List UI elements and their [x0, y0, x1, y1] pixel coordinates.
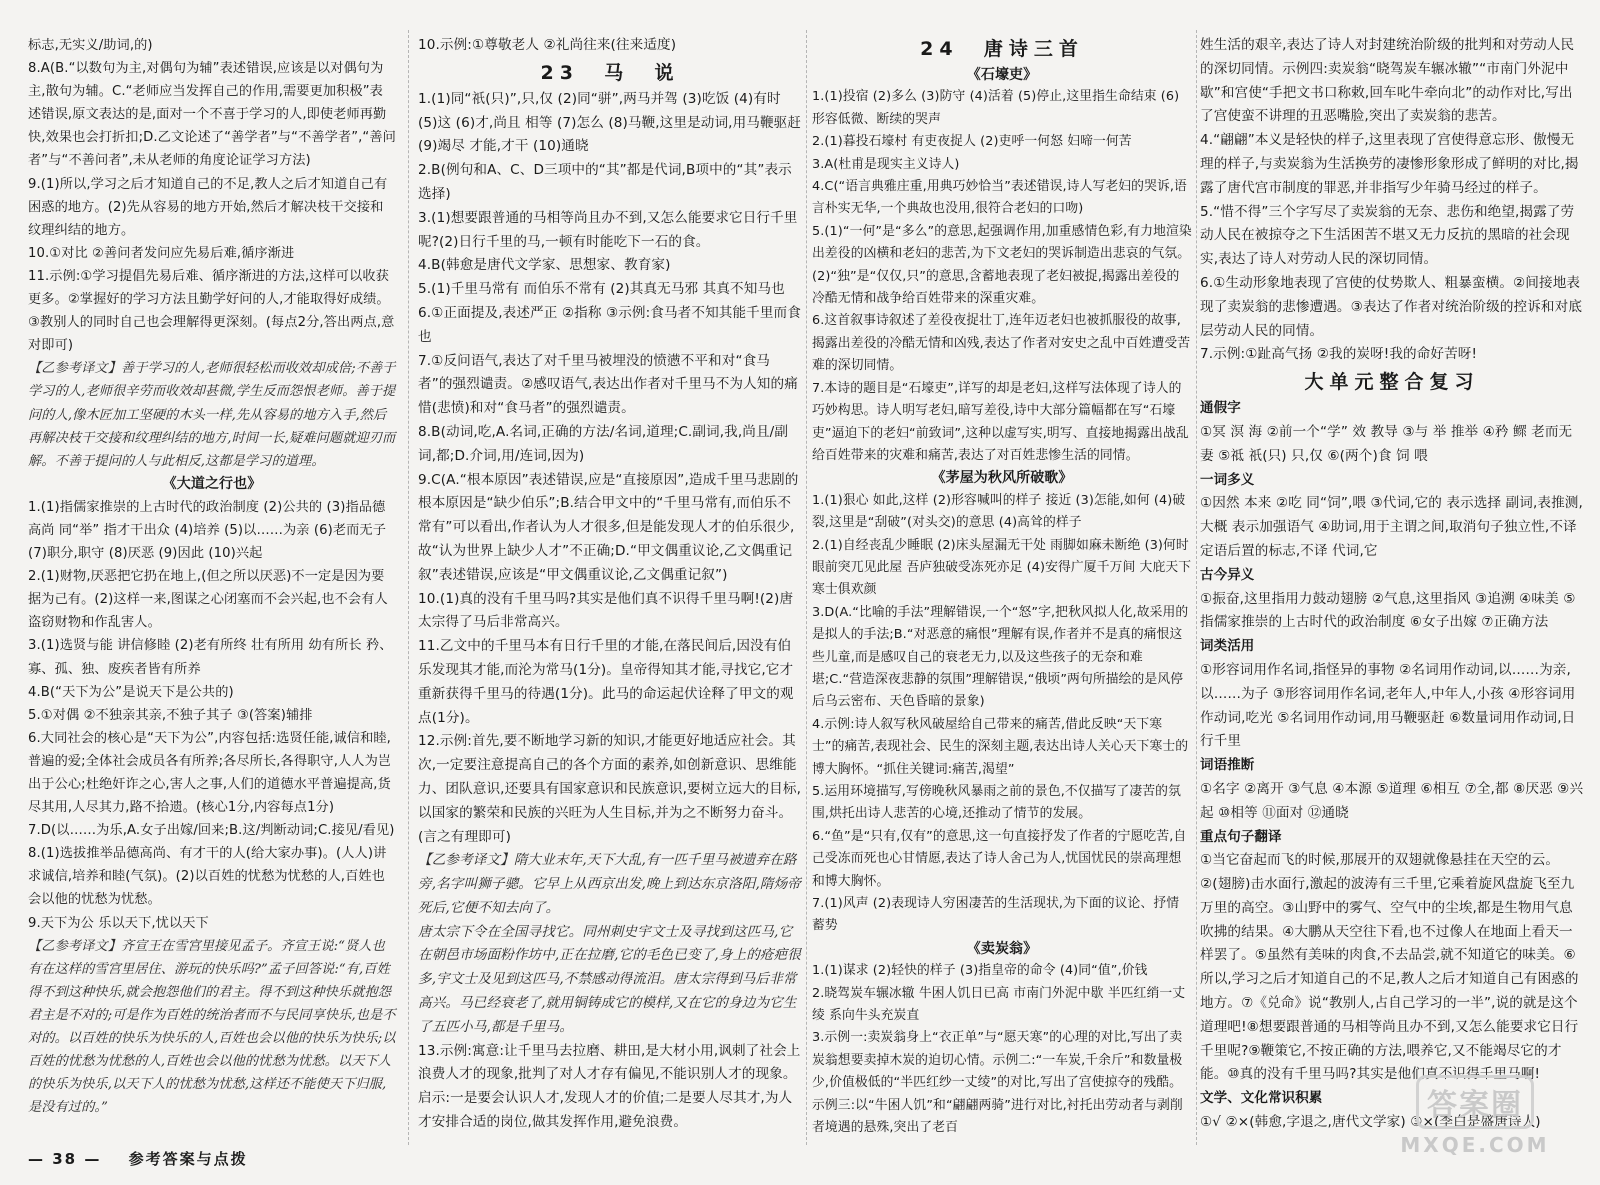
footer-label: 参考答案与点拨	[128, 1150, 248, 1168]
answer-paragraph: 12.示例:首先,要不断地学习新的知识,才能更好地适应社会。其次,一定要注意提高自己的各个方面的素养,如创新意识、思维能力、团队意识,还要具有国家意识和民族意识,要树立远大的目标,以国家的繁荣和民族的兴旺为人生目标,并为之不断努力奋斗。(言之有理即可)	[418, 733, 801, 845]
subsection-title: 《卖炭翁》	[966, 940, 1038, 957]
answer-paragraph: 9.(1)所以,学习之后才知道自己的不足,教人之后才知道自己有困惑的地方。(2)先从容易的地方开始,然后才解决枝干交接和纹理纠结的地方。	[28, 176, 388, 238]
column-1	[28, 34, 396, 1119]
answer-paragraph: 2.(1)暮投石壕村 有吏夜捉人 (2)吏呼一何怒 妇啼一何苦	[812, 134, 1132, 150]
answer-paragraph: 4.“翩翩”本义是轻快的样子,这里表现了宫使得意忘形、傲慢无理的样子,与卖炭翁为生活换劳的凄惨形象形成了鲜明的对比,揭露了唐代宫市制度的罪恶,并非指写少年骑马经过的样子。	[1200, 132, 1579, 196]
answer-paragraph: ①名字 ②离开 ③气息 ④本源 ⑤道理 ⑥相互 ⑦全,都 ⑧厌恶 ⑨兴起 ⑩相等 ⑪面对 ⑫通晓	[1200, 780, 1584, 821]
answer-paragraph: 10.(1)真的没有千里马吗?其实是他们真不识得千里马啊!(2)唐太宗得了马后非常高兴。	[418, 590, 794, 631]
answer-paragraph: 6.大同社会的核心是“天下为公”,内容包括:选贤任能,诚信和睦,普遍的爱;全体社会成员各有所养;各尽所长,各得职守,人人为岂出于公心;杜绝奸诈之心,害人之事,人们的道德水平普遍提高,货尽其用,人尽其力,路不拾遗。(核心1分,内容每点1分)	[28, 730, 392, 816]
answer-paragraph: 11.乙文中的千里马本有日行千里的才能,在落民间后,因没有伯乐发现其才能,而沦为常马(1分)。皇帝得知其才能,寻找它,它才重新获得千里马的待遇(1分)。此马的命运起伏诠释了甲文的观点(1分)。	[418, 638, 794, 726]
answer-paragraph: 【乙参考译文】隋大业末年,天下大乱,有一匹千里马被遗弃在路旁,名字叫狮子骢。它早上从西京出发,晚上到达东京洛阳,隋炀帝死后,它便不知去向了。	[418, 852, 801, 916]
answer-paragraph: 4.示例:诗人叙写秋风破屋给自己带来的痛苦,借此反映“天下寒士”的痛苦,表现社会、民生的深刻主题,表达出诗人关心天下寒士的博大胸怀。“抓住关键词:痛苦,渴望”	[812, 716, 1189, 777]
answer-paragraph: 1.(1)投宿 (2)多么 (3)防守 (4)活着 (5)停止,这里指生命结束 (6)形容低微、断续的哭声	[812, 89, 1180, 127]
column-2	[418, 34, 806, 1135]
answer-paragraph: 9.天下为公 乐以天下,忧以天下	[28, 915, 209, 931]
answer-paragraph: ①当它奋起而飞的时候,那展开的双翅就像悬挂在天空的云。②(翅膀)击水面行,激起的波涛有三千里,它乘着旋风盘旋飞至九万里的高空。③山野中的雾气、空气中的尘埃,都是生物用气息吹拂的结果。④大鹏从天空往下看,也不过像人在地面上看天一样罢了。⑤虽然有美味的肉食,不去品尝,就不知道它的味美。⑥所以,学习之后才知道自己的不足,教人之后才知道自己有困惑的地方。⑦《兑命》说“教别人,占自己学习的一半”,说的就是这个道理吧!⑧想要跟普通的马相等尚且办不到,又怎么能要求它日行千里呢?⑨鞭策它,不按正确的方法,喂养它,又不能竭尽它的才能。⑩真的没有千里马吗?其实是他们真不识得千里马啊!	[1200, 852, 1579, 1083]
column-divider	[408, 30, 409, 1145]
watermark-domain: MXQE.COM	[1400, 1133, 1550, 1157]
category-heading: 古今异义	[1200, 566, 1255, 583]
answer-paragraph: ①冥 溟 海 ②前一个“学” 效 教导 ③与 举 推举 ④矜 鳏 老而无妻 ⑤祗 祇(只) 只,仅 ⑥(两个)食 饲 喂	[1200, 423, 1573, 464]
answer-paragraph: 姓生活的艰辛,表达了诗人对封建统治阶级的批判和对劳动人民的深切同情。示例四:卖炭翁“晓驾炭车辗冰辙”“市南门外泥中歇”和宫使“手把文书口称敕,回车叱牛牵向北”的动作对比,写出了宫使蛮不讲理的丑恶嘴脸,突出了卖炭翁的悲苦。	[1200, 37, 1575, 125]
answer-paragraph: 5.(1)千里马常有 而伯乐不常有 (2)其真无马邪 其真不知马也	[418, 281, 785, 298]
answer-paragraph: 3.A(杜甫是现实主义诗人)	[812, 156, 960, 172]
page-footer	[28, 1148, 268, 1169]
answer-paragraph: 7.(1)风声 (2)表现诗人穷困凄苦的生活现状,为下面的议论、抒情蓄势	[812, 896, 1180, 934]
answer-paragraph: 7.本诗的题目是“石壕吏”,详写的却是老妇,这样写法体现了诗人的巧妙构思。诗人明写老妇,暗写差役,诗中大部分篇幅都在写“石壕吏”逼迫下的老妇“前致词”,这种以虚写实,明写、直接地揭露出战乱给百姓带来的灾难和痛苦,表达了对百姓悲惨生活的同情。	[812, 380, 1189, 463]
answer-paragraph: 4.B(“天下为公”是说天下是公共的)	[28, 684, 234, 700]
answer-paragraph: 6.①正面提及,表述严正 ②指称 ③示例:食马者不知其能千里而食也	[418, 304, 801, 345]
section-title: 24 唐诗三首	[920, 38, 1084, 60]
answer-paragraph: 1.(1)同“祇(只)”,只,仅 (2)同“骈”,两马并驾 (3)吃饭 (4)有时 (5)这 (6)才,尚且 相等 (7)怎么 (8)马鞭,这里是动词,用马鞭驱赶 (9)竭尽 才能,才干 (10)通晓	[418, 90, 806, 155]
answer-paragraph: 13.示例:寓意:让千里马去拉磨、耕田,是大材小用,讽刺了社会上浪费人才的现象,批判了对人才存有偏见,不能识别人才的现象。启示:一是要会认识人才,发现人才的价值;二是要人尽其才,为人才安排合适的岗位,做其发挥作用,避免浪费。	[418, 1042, 801, 1131]
answer-paragraph: 5.运用环境描写,写傍晚秋风暴雨之前的景色,不仅描写了凄苦的氛围,烘托出诗人悲苦的心境,还推动了情节的发展。	[812, 784, 1181, 822]
section-title: 大单元整合复习	[1304, 371, 1480, 394]
answer-paragraph: 7.D(以……为乐,A.女子出嫁/回来;B.这/判断动词;C.接见/看见)	[28, 823, 395, 839]
answer-paragraph: 7.示例:①趾高气扬 ②我的炭呀!我的命好苦呀!	[1200, 346, 1478, 363]
category-heading: 文学、文化常识积累	[1200, 1090, 1323, 1107]
answer-paragraph: ①振奋,这里指用力鼓动翅膀 ②气息,这里指风 ③追溯 ④味美 ⑤指儒家推崇的上古时代的政治制度 ⑥女子出嫁 ⑦正确方法	[1200, 590, 1576, 631]
subsection-title: 《茅屋为秋风所破歌》	[931, 470, 1073, 487]
category-heading: 词类活用	[1200, 638, 1255, 655]
answer-paragraph: 9.C(A.“根本原因”表述错误,应是“直接原因”,造成千里马悲剧的根本原因是“缺少伯乐”;B.结合甲文中的“千里马常有,而伯乐不常有”可以看出,作者认为人才很多,但是能发现人才的伯乐很少,故“认为世界上缺少人才”不正确;D.“甲文偶重议论,乙文偶重记叙”表述错误,应该是“甲文偶重议论,乙文偶重记叙”)	[418, 471, 799, 583]
column-divider	[1196, 30, 1197, 1145]
category-heading: 词语推断	[1200, 757, 1255, 774]
answer-paragraph: 8.(1)选拔推举品德高尚、有才干的人(给大家办事)。(人人)讲求诚信,培养和睦(气氛)。(2)以百姓的忧愁为忧愁的人,百姓也会以他的忧愁为忧愁。	[28, 846, 387, 908]
answer-paragraph: 7.①反问语气,表达了对千里马被埋没的愤懑不平和对“食马者”的强烈谴责。②感叹语气,表达出作者对千里马不为人知的痛惜(悲愤)和对“食马者”的强烈谴责。	[418, 352, 798, 417]
watermark-text: 答案圈	[1416, 1075, 1534, 1129]
answer-paragraph: 4.C(“语言典雅庄重,用典巧妙恰当”表述错误,诗人写老妇的哭诉,语言朴实无华,一个典故也没用,很符合老妇的口吻)	[812, 179, 1187, 217]
answer-paragraph: 3.(1)想要跟普通的马相等尚且办不到,又怎么能要求它日行千里呢?(2)日行千里的马,一顿有时能吃下一石的食。	[418, 209, 798, 250]
watermark-logo	[1400, 1075, 1550, 1165]
answer-paragraph: ①形容词用作名词,指怪异的事物 ②名词用作动词,以……为亲,以……为子 ③形容词用作名词,老年人,中年人,小孩 ④形容词用作动词,吃光 ⑤名词用作动词,用马鞭驱赶 ⑥数量词用作动词,日行千里	[1200, 661, 1576, 750]
answer-paragraph: 5.①对偶 ②不独亲其亲,不独子其子 ③(答案)辅排	[28, 707, 313, 723]
answer-paragraph: 8.B(动词,吃,A.名词,正确的方法/名词,道理;C.副词,我,尚且/副词,都;D.介词,用/连词,因为)	[418, 423, 789, 464]
answer-paragraph: 1.(1)狠心 如此,这样 (2)形容喊叫的样子 接近 (3)怎能,如何 (4)破裂,这里是“刮破”(对头交)的意思 (4)高耸的样子	[812, 492, 1186, 531]
answer-paragraph: ①√ ②×(韩愈,字退之,唐代文学家) ③×(李白是盛唐诗人)	[1200, 1114, 1541, 1131]
answer-paragraph: 2.(1)财物,厌恶把它扔在地上,(但之所以厌恶)不一定是因为要据为己有。(2)这样一来,图谋之心闭塞而不会兴起,也不会有人盗窃财物和作乱害人。	[28, 569, 388, 631]
category-heading: 通假字	[1200, 400, 1241, 417]
answer-paragraph: 5.“惜不得”三个字写尽了卖炭翁的无奈、悲伤和绝望,揭露了劳动人民在被掠夺之下生活困苦不堪又无力反抗的黑暗的社会现实,表达了诗人对劳动人民的深切同情。	[1200, 203, 1575, 268]
answer-paragraph: 5.(1)“一何”是“多么”的意思,起强调作用,加重感情色彩,有力地渲染出差役的凶横和老妇的悲苦,为下文老妇的哭诉制造出悲哀的气氛。(2)“独”是“仅仅,只”的意思,含蓄地表现了老妇被捉,揭露出差役的冷酷无情和战争给百姓带来的深重灾难。	[812, 223, 1192, 307]
subsection-title: 《石壕吏》	[966, 67, 1038, 83]
column-3	[812, 34, 1192, 1140]
subsection-title: 《大道之行也》	[162, 475, 262, 492]
answer-paragraph: 1.(1)谋求 (2)轻快的样子 (3)指皇帝的命令 (4)同“值”,价钱	[812, 963, 1148, 979]
answer-paragraph: 2.晓驾炭车辗冰辙 牛困人饥日已高 市南门外泥中歇 半匹红绡一丈绫 系向牛头充炭直	[812, 985, 1186, 1024]
answer-paragraph: 唐太宗下令在全国寻找它。同州刺史宇文士及寻找到这匹马,它在朝邑市场面粉作坊中,正在拉磨,它的毛色已变了,身上的疮疤很多,宇文士及见到这匹马,不禁感动得流泪。唐太宗得到马后非常高兴。马已经衰老了,就用铜铸成它的模样,又在它的身边为它生了五匹小马,都是千里马。	[418, 923, 801, 1035]
answer-paragraph: 标志,无实义/助词,的)	[28, 38, 153, 53]
answer-paragraph: 4.B(韩愈是唐代文学家、思想家、教育家)	[418, 257, 671, 274]
answer-paragraph: 3.D(A.“比喻的手法”理解错误,一个“怒”字,把秋风拟人化,故采用的是拟人的手法;B.“对恶意的痛恨”理解有误,作者并不是真的痛恨这些儿童,而是感叹自己的衰老无力,以及这些孩子的无奈和难堪;C.“营造深夜悲静的氛围”理解错误,“俄顷”两句所描绘的是风停后乌云密布、天色昏暗的景象)	[812, 604, 1189, 710]
answer-paragraph: 2.B(例句和A、C、D三项中的“其”都是代词,B项中的“其”表示选择)	[418, 162, 792, 202]
answer-paragraph: 2.(1)自经丧乱少睡眠 (2)床头屋漏无干处 雨脚如麻未断绝 (3)何时眼前突兀见此屋 吾庐独破受冻死亦足 (4)安得广厦千万间 大庇天下寒士俱欢颜	[812, 537, 1192, 598]
answer-paragraph: 1.(1)指儒家推崇的上古时代的政治制度 (2)公共的 (3)指品德高尚 同“举” 指才干出众 (4)培养 (5)以……为亲 (6)老而无子 (7)职分,职守 (8)厌恶 (9)因此 (10)兴起	[28, 499, 391, 562]
answer-paragraph: 10.示例:①尊敬老人 ②礼尚往来(往来适度)	[418, 37, 677, 53]
answer-paragraph: ①因然 本来 ②吃 同“饲”,喂 ③代词,它的 表示选择 副词,表推测,大概 表示加强语气 ④助词,用于主谓之间,取消句子独立性,不译 定语后置的标志,不译 代词,它	[1200, 495, 1583, 559]
answer-paragraph: 3.示例一:卖炭翁身上“衣正单”与“愿天寒”的心理的对比,写出了卖炭翁想要卖掉木炭的迫切心情。示例二:“一车炭,千余斤”和数量极少,价值极低的“半匹红纱一丈绫”的对比,写出了宫使掠夺的残酷。示例三:以“牛困人饥”和“翩翩两骑”进行对比,衬托出劳动者与剥削者境遇的悬殊,突出了老百	[812, 1030, 1183, 1136]
column-4	[1200, 34, 1584, 1135]
category-heading: 一词多义	[1200, 471, 1255, 488]
answer-paragraph: 10.①对比 ②善问者发问应先易后难,循序渐进	[28, 245, 295, 261]
answer-paragraph: 11.示例:①学习提倡先易后难、循序渐进的方法,这样可以收获更多。②掌握好的学习方法且勤学好问的人,才能取得好成绩。③教别人的同时自己也会理解得更深刻。(每点2分,答出两点,意对即可)	[28, 268, 395, 354]
answer-paragraph: 【乙参考译文】善于学习的人,老师很轻松而收效却成倍;不善于学习的人,老师很辛劳而收效却甚微,学生反而怨恨老师。善于提问的人,像木匠加工坚硬的木头一样,先从容易的地方入手,然后再解决枝干交接和纹理纠结的地方,时间一长,疑难问题就迎刃而解。不善于提问的人与此相反,这都是学习的道理。	[28, 361, 396, 469]
answer-paragraph: 【乙参考译文】齐宣王在雪宫里接见孟子。齐宣王说:“贤人也有在这样的雪宫里居住、游玩的快乐吗?”孟子回答说:“有,百姓得不到这种快乐,就会抱怨他们的君主。得不到这种快乐就抱怨君主是不对的;可是作为百姓的统治者而不与民同享快乐,也是不对的。以百姓的快乐为快乐的人,百姓也会以他的快乐为快乐;以百姓的忧愁为忧愁的人,百姓也会以他的忧愁为忧愁。以天下人的快乐为快乐,以天下人的忧愁为忧愁,这样还不能使天下归服,是没有过的。”	[28, 938, 396, 1116]
column-divider	[806, 30, 807, 1145]
category-heading: 重点句子翻译	[1200, 828, 1282, 845]
section-title: 23 马 说	[540, 61, 680, 84]
answer-paragraph: 6.“鱼”是“只有,仅有”的意思,这一句直接抒发了作者的宁愿吃苦,自己受冻而死也心甘情愿,表达了诗人舍己为人,忧国忧民的崇高理想和博大胸怀。	[812, 828, 1187, 889]
answer-paragraph: 6.①生动形象地表现了宫使的仗势欺人、粗暴蛮横。②间接地表现了卖炭翁的悲惨遭遇。③表达了作者对统治阶级的控诉和对底层劳动人民的同情。	[1200, 274, 1583, 339]
page-number: — 38 —	[28, 1150, 102, 1168]
answer-paragraph: 3.(1)选贤与能 讲信修睦 (2)老有所终 壮有所用 幼有所长 矜、寡、孤、独、废疾者皆有所养	[28, 638, 393, 677]
answer-paragraph: 8.A(B.“以数句为主,对偶句为辅”表述错误,应该是以对偶句为主,散句为辅。C.“老师应当发挥自己的作用,需要更加积极”表述错误,原文表达的是,面对一个不喜于学习的人,即使老师再勤快,效果也会打折扣;D.乙文论述了“善学者”与“不善学者”,“善问者”与“不善问者”,未从老师的角度论证学习方法)	[28, 61, 396, 169]
answer-paragraph: 6.这首叙事诗叙述了差役夜捉壮丁,连年迈老妇也被抓服役的故事,揭露出差役的冷酷无情和凶残,表达了作者对安史之乱中百姓遭受苦难的深切同情。	[812, 313, 1191, 374]
